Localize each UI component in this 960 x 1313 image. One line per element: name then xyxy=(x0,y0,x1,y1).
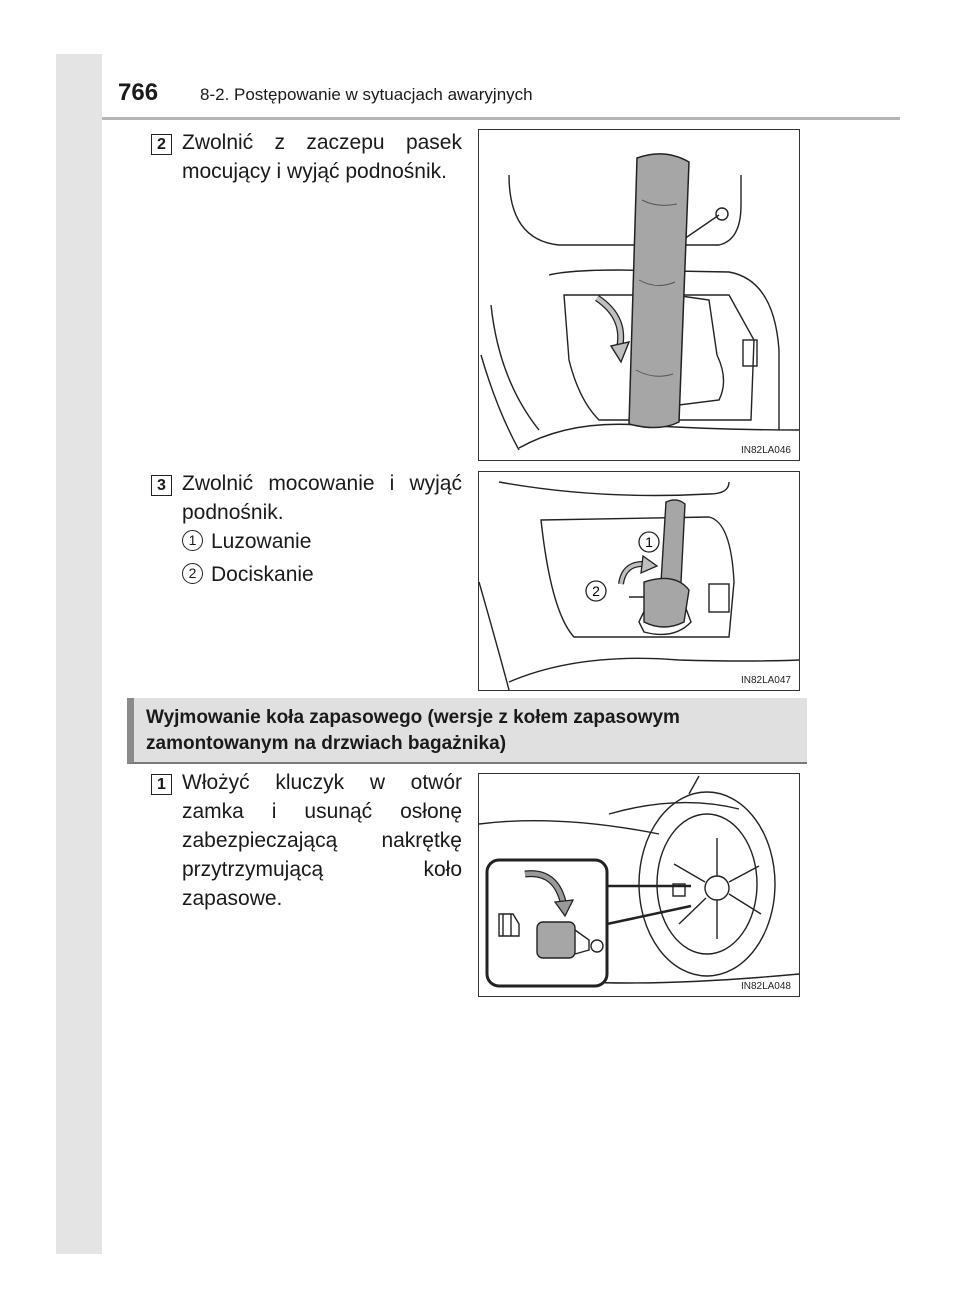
step-number: 2 xyxy=(151,134,172,155)
jack-strap-illustration xyxy=(479,130,799,460)
figure-code: IN82LA048 xyxy=(740,981,791,992)
side-tab-band xyxy=(56,54,102,1254)
step-text: Zwolnić mocowanie i wyjąć podnośnik. xyxy=(182,472,462,524)
jack-release-illustration xyxy=(479,472,799,690)
figure-jack-release xyxy=(478,471,800,691)
step-number: 1 xyxy=(151,774,172,795)
step-text: Włożyć kluczyk w otwór zamka i usunąć osłonę zabezpieczającą nakrętkę przytrzymującą koło zapasowe. xyxy=(182,771,462,910)
sub-item-marker: 1 xyxy=(182,530,203,551)
callout-label: 2 xyxy=(592,583,600,599)
spare-wheel-illustration xyxy=(479,774,799,996)
step-text: Zwolnić z zaczepu pasek mocujący i wyjąć podnośnik. xyxy=(182,131,462,183)
sub-item-label: Dociskanie xyxy=(211,563,314,586)
section-heading-bar xyxy=(127,698,807,764)
sub-item-dociskanie xyxy=(182,561,314,589)
figure-code: IN82LA047 xyxy=(740,675,791,686)
page-number: 766 xyxy=(118,79,159,106)
figure-code: IN82LA046 xyxy=(740,445,791,456)
header-divider xyxy=(102,117,900,120)
callout-label: 1 xyxy=(645,534,653,550)
figure-jack-strap xyxy=(478,129,800,461)
sub-item-marker: 2 xyxy=(182,563,203,584)
page-header xyxy=(102,78,900,118)
section-title: 8-2. Postępowanie w sytuacjach awaryjnych xyxy=(200,85,533,104)
figure-spare-wheel-lock xyxy=(478,773,800,997)
step-number: 3 xyxy=(151,475,172,496)
section-heading: Wyjmowanie koła zapasowego (wersje z kołem zapasowym zamontowanym na drzwiach bagażnika) xyxy=(146,707,680,754)
sub-item-label: Luzowanie xyxy=(211,530,312,553)
sub-item-luzowanie xyxy=(182,528,311,556)
